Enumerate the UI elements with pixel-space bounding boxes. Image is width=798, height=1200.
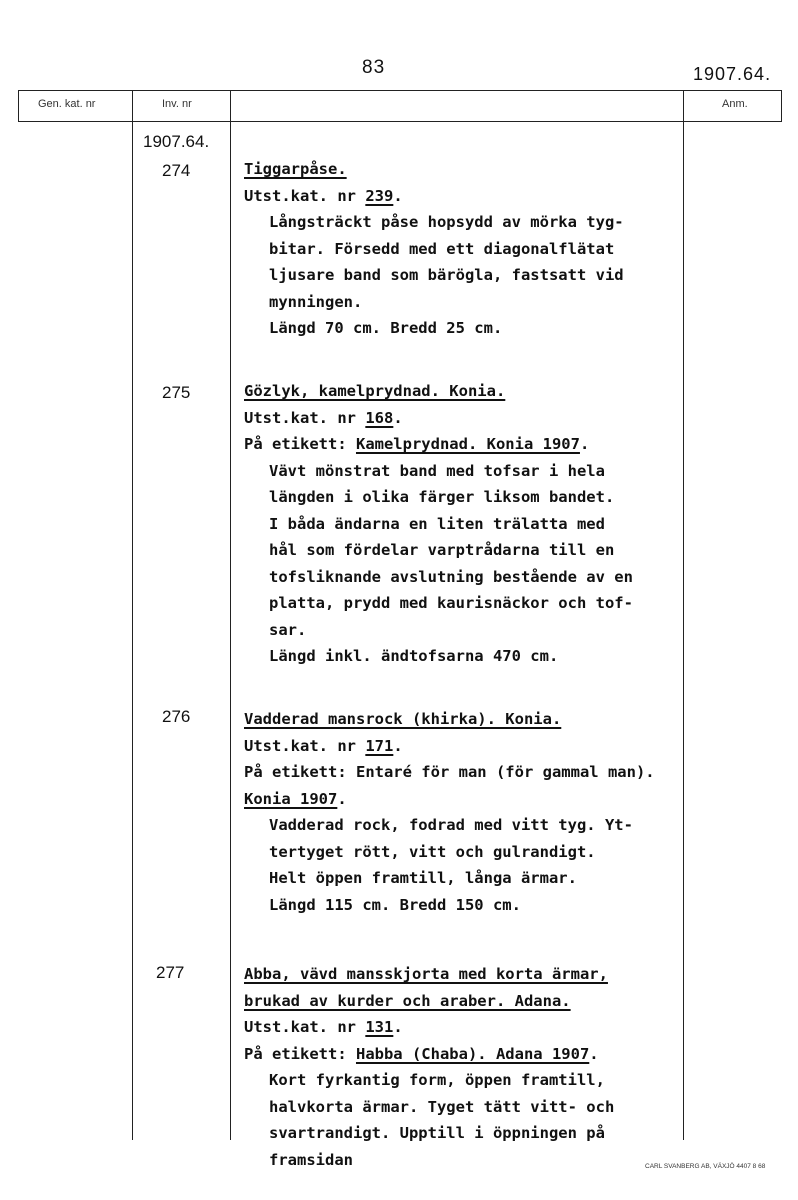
description-line: Längd inkl. ändtofsarna 470 cm. [269, 647, 559, 665]
right-border-rule [781, 90, 782, 121]
catalog-line: Utst.kat. nr 171. [244, 736, 403, 755]
column-header-inv: Inv. nr [162, 98, 192, 110]
description-line: bitar. Försedd med ett diagonalflätat [269, 239, 615, 258]
description-line: Vadderad rock, fodrad med vitt tyg. Yt- [269, 816, 633, 834]
page-year-code: 1907.64. [693, 64, 772, 84]
description-line: Kort fyrkantig form, öppen framtill, [269, 1071, 605, 1089]
catalog-line: Utst.kat. nr 131. [244, 1018, 403, 1036]
description-line: platta, prydd med kaurisnäckor och tof- [269, 594, 633, 612]
description-line: sar. [269, 620, 307, 639]
entry-title: Vadderad mansrock (khirka). Konia. [244, 710, 562, 728]
description-line: Längd 70 cm. Bredd 25 cm. [269, 319, 503, 337]
description-line: hål som fördelar varptrådarna till en [269, 541, 615, 559]
entry-title: Gözlyk, kamelprydnad. Konia. [244, 382, 506, 400]
entry-title: Tiggarpåse. [244, 160, 347, 178]
inv-number: 274 [162, 161, 191, 180]
inv-number: 275 [162, 383, 191, 402]
column-header-gen-kat: Gen. kat. nr [38, 98, 96, 110]
label-line: På etikett: Kamelprydnad. Konia 1907. [244, 435, 590, 453]
label-line: På etikett: Entaré för man (för gammal man). [244, 763, 655, 781]
description-line: tofsliknande avslutning bestående av en [269, 567, 633, 586]
gen-kat-column-rule [132, 90, 133, 1140]
catalog-entry [244, 706, 714, 918]
left-border-rule [18, 90, 19, 121]
description-line: längden i olika färger liksom bandet. [269, 488, 615, 506]
description-line: I båda ändarna en liten trälatta med [269, 514, 605, 533]
catalog-line: Utst.kat. nr 239. [244, 186, 403, 205]
description-line: framsidan [269, 1150, 353, 1169]
description-line: tertyget rött, vitt och gulrandigt. [269, 842, 596, 861]
catalog-entry [244, 378, 714, 670]
description-line: Vävt mönstrat band med tofsar i hela [269, 461, 605, 480]
description-line: halvkorta ärmar. Tyget tätt vitt- och [269, 1097, 615, 1116]
description-line: mynningen. [269, 292, 363, 311]
entry-title-line: Abba, vävd mansskjorta med korta ärmar, [244, 965, 608, 983]
description-line: Längd 115 cm. Bredd 150 cm. [269, 895, 521, 914]
page-number: 83 [362, 57, 386, 78]
inv-number: 276 [162, 707, 191, 726]
catalog-line: Utst.kat. nr 168. [244, 408, 403, 427]
inv-column-rule [230, 90, 231, 1140]
column-header-anm: Anm. [722, 98, 748, 110]
description-line: ljusare band som bärögla, fastsatt vid [269, 266, 624, 284]
description-line: svartrandigt. Upptill i öppningen på [269, 1124, 605, 1142]
entry-title-line: brukad av kurder och araber. Adana. [244, 991, 571, 1010]
printer-imprint: CARL SVANBERG AB, VÄXJÖ 4407 8 68 [645, 1163, 766, 1170]
label-line: På etikett: Habba (Chaba). Adana 1907. [244, 1044, 599, 1063]
catalog-entry [244, 961, 714, 1173]
description-line: Helt öppen framtill, långa ärmar. [269, 869, 577, 887]
label-continuation-line: Konia 1907. [244, 789, 347, 808]
inv-number: 277 [156, 963, 185, 982]
description-line: Långsträckt påse hopsydd av mörka tyg- [269, 213, 624, 231]
group-heading: 1907.64. [143, 132, 210, 151]
catalog-entry [244, 156, 714, 342]
